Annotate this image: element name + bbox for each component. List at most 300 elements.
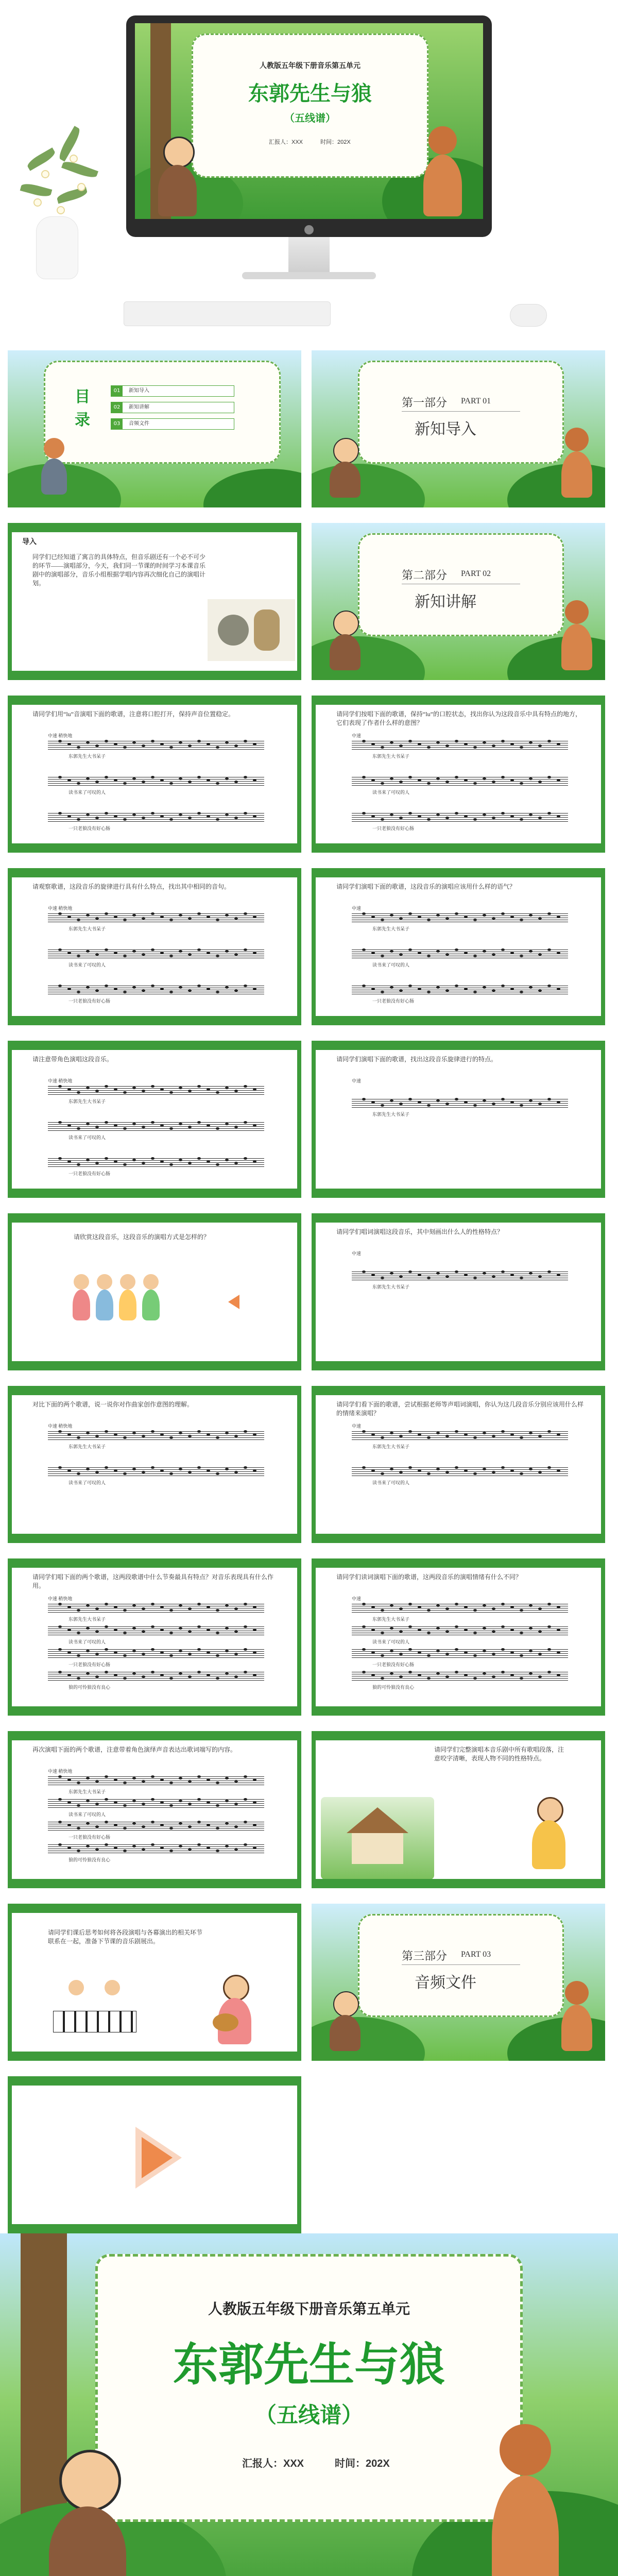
music-note (408, 1270, 412, 1273)
music-note (142, 781, 145, 783)
music-note (179, 1777, 182, 1780)
music-note (362, 1466, 366, 1469)
music-note (501, 1625, 505, 1628)
music-note (510, 1469, 514, 1472)
music-note (142, 1780, 145, 1783)
music-note (418, 988, 421, 990)
music-note (234, 1162, 238, 1164)
music-note (207, 1124, 210, 1127)
slide-s7 (8, 1213, 301, 1370)
music-note (142, 744, 145, 747)
music-note (188, 781, 192, 783)
music-note (244, 1157, 247, 1160)
music-note (547, 948, 551, 951)
score-lyrics: 读书来了可叹的人 (68, 962, 106, 968)
music-note (67, 1824, 71, 1826)
music-note (58, 1775, 62, 1778)
music-note (436, 741, 440, 744)
music-note (67, 1674, 71, 1676)
music-note (418, 952, 421, 954)
music-staff (48, 950, 264, 960)
music-note (529, 1650, 533, 1652)
music-note (225, 1123, 229, 1125)
music-note (169, 1163, 173, 1166)
music-note (529, 777, 533, 780)
music-note (399, 1630, 403, 1633)
music-note (464, 1651, 468, 1654)
music-note (225, 1672, 229, 1675)
score-lyrics: 狼的可怜狼没有良心 (68, 1685, 111, 1690)
cover-note: （五线谱） (254, 2403, 363, 2427)
section-3-part-en: PART 03 (461, 1950, 491, 1959)
music-note (362, 1430, 366, 1433)
music-note (557, 988, 560, 990)
music-note (132, 1432, 136, 1434)
music-note (225, 986, 229, 989)
music-note (492, 1607, 495, 1610)
music-note (169, 818, 173, 821)
audio-play-icon[interactable] (135, 2127, 187, 2189)
music-note (123, 1472, 127, 1475)
music-note (501, 948, 505, 951)
music-note (123, 1782, 127, 1784)
cover-reporter: 汇报人：XXX (242, 2458, 304, 2469)
music-note (244, 1843, 247, 1846)
music-note (464, 1433, 468, 1436)
music-note (77, 1827, 80, 1829)
music-note (216, 1436, 219, 1439)
music-note (557, 1674, 560, 1676)
music-note (492, 1630, 495, 1633)
monitor-note: （五线谱） (284, 113, 336, 124)
music-note (58, 1625, 62, 1628)
music-note (132, 986, 136, 989)
music-note (538, 1471, 542, 1473)
music-note (114, 743, 117, 745)
music-note (399, 1471, 403, 1473)
music-note (529, 1627, 533, 1630)
music-note (253, 1824, 256, 1826)
music-note (95, 1653, 99, 1655)
music-note (225, 1159, 229, 1161)
slide-s10 (312, 1386, 605, 1543)
music-note (169, 1827, 173, 1829)
music-note (520, 1277, 523, 1279)
music-staff (48, 1122, 264, 1132)
music-note (67, 1160, 71, 1163)
music-note (77, 746, 80, 749)
music-note (547, 1270, 551, 1273)
music-note (142, 1126, 145, 1128)
score-tempo: 中速 稍快地 (48, 733, 73, 738)
music-note (151, 1798, 154, 1801)
music-note (216, 991, 219, 993)
music-note (105, 948, 108, 951)
music-note (179, 1087, 182, 1089)
music-note (464, 1674, 468, 1676)
music-note (132, 1672, 136, 1675)
music-note (362, 1603, 366, 1605)
music-note (362, 740, 366, 742)
music-note (390, 1432, 393, 1434)
toc-wolf-character (39, 438, 70, 495)
music-note (244, 948, 247, 951)
music-note (86, 914, 90, 917)
score-tempo: 中速 稍快地 (48, 1078, 73, 1083)
music-note (160, 815, 164, 818)
slide-section-2 (312, 523, 605, 680)
slide-s4-text: 请同学们演唱下面的歌谱，这段音乐的演唱应该用什么样的语气？ (336, 883, 516, 890)
music-note (160, 743, 164, 745)
score-lyrics: 东郭先生大书呆子 (68, 1444, 106, 1449)
music-note (151, 1121, 154, 1124)
score-lyrics: 狼的可怜狼没有良心 (372, 1685, 415, 1690)
music-note (510, 815, 514, 818)
music-note (418, 1629, 421, 1631)
music-note (197, 1775, 201, 1778)
music-note (114, 988, 117, 990)
music-note (207, 743, 210, 745)
music-note (390, 1627, 393, 1630)
music-note (473, 782, 477, 785)
music-note (455, 1430, 458, 1433)
music-note (160, 1124, 164, 1127)
toc-item-3[interactable]: 03 音频文件 (111, 418, 234, 430)
music-note (58, 912, 62, 915)
score-lyrics: 读书来了可叹的人 (372, 1639, 410, 1645)
music-note (151, 776, 154, 778)
music-note (529, 950, 533, 953)
score-lyrics: 读书来了可叹的人 (68, 1812, 106, 1817)
toc-item-2[interactable]: 02 新知讲解 (111, 402, 234, 413)
music-note (216, 1127, 219, 1130)
music-note (483, 950, 486, 953)
music-note (67, 815, 71, 818)
music-note (427, 991, 431, 993)
music-note (188, 1653, 192, 1655)
music-note (86, 741, 90, 744)
music-note (547, 776, 551, 778)
music-note (169, 1804, 173, 1807)
music-note (114, 1801, 117, 1804)
music-note (362, 812, 366, 815)
music-note (520, 919, 523, 921)
music-note (418, 815, 421, 818)
music-staff (352, 1649, 568, 1659)
music-note (538, 953, 542, 956)
music-note (58, 1157, 62, 1160)
music-note (225, 1845, 229, 1848)
score-tempo: 中速 (352, 733, 362, 738)
music-note (390, 1650, 393, 1652)
music-staff (48, 1467, 264, 1478)
music-note (381, 1677, 384, 1680)
music-note (105, 1466, 108, 1469)
music-note (105, 1798, 108, 1801)
music-note (132, 1650, 136, 1652)
music-note (67, 988, 71, 990)
music-note (58, 1821, 62, 1823)
music-note (114, 815, 117, 818)
music-note (557, 916, 560, 918)
music-note (225, 1627, 229, 1630)
cover-slide (0, 2233, 618, 2576)
music-note (132, 1627, 136, 1630)
music-note (123, 746, 127, 749)
music-note (179, 741, 182, 744)
music-note (105, 1430, 108, 1433)
music-note (216, 1677, 219, 1680)
monitor-title: 东郭先生与狼 (248, 82, 372, 105)
section-3-scholar (327, 1991, 363, 2053)
slide-s6 (312, 1041, 605, 1198)
music-note (538, 1630, 542, 1633)
music-note (86, 1650, 90, 1652)
music-note (95, 1162, 99, 1164)
music-note (216, 1091, 219, 1094)
music-note (105, 1603, 108, 1605)
music-note (427, 919, 431, 921)
music-note (371, 1674, 375, 1676)
music-note (520, 1436, 523, 1439)
music-note (95, 1848, 99, 1851)
music-note (538, 817, 542, 819)
music-note (244, 1775, 247, 1778)
music-note (169, 1677, 173, 1680)
music-note (77, 1436, 80, 1439)
score-lyrics: 东郭先生大书呆子 (68, 1099, 106, 1104)
music-note (399, 1275, 403, 1278)
music-note (132, 777, 136, 780)
music-note (67, 743, 71, 745)
music-note (234, 1607, 238, 1610)
music-note (179, 1604, 182, 1607)
music-note (390, 914, 393, 917)
music-note (427, 746, 431, 749)
music-note (390, 1672, 393, 1675)
music-note (95, 1780, 99, 1783)
music-note (418, 743, 421, 745)
music-note (381, 1654, 384, 1657)
music-note (105, 812, 108, 815)
music-note (95, 781, 99, 783)
music-staff (352, 1604, 568, 1614)
music-note (216, 818, 219, 821)
music-note (436, 1627, 440, 1630)
play-icon[interactable] (228, 1295, 239, 1309)
music-note (427, 1677, 431, 1680)
music-note (418, 1101, 421, 1104)
slide-s4 (312, 868, 605, 1025)
music-note (244, 985, 247, 987)
music-staff (48, 1158, 264, 1168)
music-note (123, 1163, 127, 1166)
music-note (95, 1675, 99, 1678)
music-note (86, 1159, 90, 1161)
music-note (234, 1630, 238, 1633)
music-note (188, 1675, 192, 1678)
toc-item-1[interactable]: 01 新知导入 (111, 385, 234, 397)
music-note (151, 985, 154, 987)
music-note (445, 744, 449, 747)
music-note (445, 1607, 449, 1610)
section-1-scholar (327, 438, 363, 500)
music-note (510, 779, 514, 782)
section-1-wolf (559, 428, 595, 500)
music-note (132, 1159, 136, 1161)
music-note (132, 1468, 136, 1470)
music-note (408, 1466, 412, 1469)
music-note (207, 1606, 210, 1608)
music-note (520, 1677, 523, 1680)
music-note (362, 1648, 366, 1651)
music-note (483, 1272, 486, 1275)
score-lyrics: 一只老狼没有好心肠 (372, 1662, 415, 1667)
music-note (253, 1629, 256, 1631)
music-note (445, 953, 449, 956)
music-note (362, 985, 366, 987)
music-staff (48, 1844, 264, 1855)
music-note (492, 1471, 495, 1473)
music-note (408, 1098, 412, 1100)
music-note (492, 953, 495, 956)
music-note (95, 917, 99, 920)
score-lyrics: 东郭先生大书呆子 (372, 1284, 410, 1290)
music-note (244, 1625, 247, 1628)
music-note (105, 1821, 108, 1823)
music-note (86, 1800, 90, 1802)
music-note (179, 1159, 182, 1161)
slide-s6-text: 请同学们演唱下面的歌谱，找出这段音乐旋律进行的特点。 (336, 1056, 497, 1063)
music-note (132, 1087, 136, 1089)
mouse (510, 304, 547, 327)
music-note (151, 1603, 154, 1605)
section-2-scholar (327, 611, 363, 672)
slide-intro (8, 523, 301, 680)
music-note (58, 812, 62, 815)
vase (36, 216, 78, 279)
music-note (557, 1274, 560, 1276)
music-note (142, 1162, 145, 1164)
music-note (169, 1472, 173, 1475)
music-note (436, 814, 440, 816)
slide-s5 (8, 1041, 301, 1198)
music-note (381, 1104, 384, 1107)
music-staff (352, 1272, 568, 1282)
music-note (455, 740, 458, 742)
music-note (216, 1632, 219, 1634)
music-note (225, 814, 229, 816)
score-lyrics: 一只老狼没有好心肠 (372, 998, 415, 1004)
music-note (529, 1272, 533, 1275)
music-note (381, 1277, 384, 1279)
music-note (408, 985, 412, 987)
slide-15 (8, 1904, 301, 2061)
music-note (362, 1098, 366, 1100)
music-note (86, 1777, 90, 1780)
music-staff (48, 1822, 264, 1832)
music-note (114, 779, 117, 782)
music-note (179, 1123, 182, 1125)
music-note (142, 1653, 145, 1655)
scholar-character (150, 137, 207, 219)
music-note (142, 1090, 145, 1092)
music-note (77, 955, 80, 957)
slide-s11-text: 请同学们唱下面的两个歌谱，这两段歌谱中什么节奏最具有特点？对音乐表现具有什么作用。 (32, 1573, 274, 1589)
music-note (445, 1630, 449, 1633)
music-note (557, 1606, 560, 1608)
wolf-character (413, 126, 470, 219)
music-note (547, 1625, 551, 1628)
music-note (234, 917, 238, 920)
music-note (436, 1468, 440, 1470)
music-note (381, 991, 384, 993)
music-note (151, 812, 154, 815)
slide-s1-text: 请同学们用“lu”音演唱下面的歌谱，注意将口腔打开，保持声音位置稳定。 (32, 710, 234, 718)
music-note (105, 1157, 108, 1160)
music-note (399, 1653, 403, 1655)
score-lyrics: 一只老狼没有好心肠 (68, 1662, 111, 1667)
music-note (123, 1609, 127, 1612)
music-note (501, 1270, 505, 1273)
music-note (188, 1803, 192, 1805)
music-note (132, 1123, 136, 1125)
music-staff (352, 1626, 568, 1637)
slide-15-text: 请同学们课后思考如何将各段演唱与各幕演出的相关环节联系在一起，准备下节课的音乐剧展出。 (48, 1929, 203, 1945)
music-note (253, 1674, 256, 1676)
music-note (225, 950, 229, 953)
music-note (188, 744, 192, 747)
music-note (207, 1433, 210, 1436)
music-note (473, 746, 477, 749)
music-note (114, 1778, 117, 1781)
music-note (538, 744, 542, 747)
music-note (492, 917, 495, 920)
music-note (142, 989, 145, 992)
music-note (169, 1782, 173, 1784)
music-note (538, 781, 542, 783)
score-lyrics: 一只老狼没有好心肠 (68, 826, 111, 831)
music-staff (48, 741, 264, 751)
music-note (390, 950, 393, 953)
music-note (483, 914, 486, 917)
music-note (510, 1433, 514, 1436)
music-note (234, 953, 238, 956)
music-note (197, 912, 201, 915)
music-note (483, 1432, 486, 1434)
music-note (142, 1825, 145, 1828)
music-staff (48, 1649, 264, 1659)
music-note (58, 1466, 62, 1469)
music-note (362, 1270, 366, 1273)
music-note (77, 1850, 80, 1852)
section-2-wolf (559, 600, 595, 672)
music-note (142, 1675, 145, 1678)
music-note (473, 991, 477, 993)
slide-s12-text: 请同学们读词演唱下面的歌谱，这两段音乐的演唱情绪有什么不同？ (336, 1573, 522, 1581)
music-note (207, 1778, 210, 1781)
music-note (390, 1604, 393, 1607)
slide-s9-text: 对比下面的两个歌谱，说一说你对作曲家创作意图的理解。 (32, 1401, 194, 1408)
music-note (408, 1430, 412, 1433)
slide-s13 (8, 1731, 301, 1888)
music-note (244, 1671, 247, 1673)
music-note (455, 1648, 458, 1651)
music-note (179, 777, 182, 780)
cottage-illustration (321, 1797, 434, 1879)
music-note (123, 1850, 127, 1852)
music-note (399, 1607, 403, 1610)
